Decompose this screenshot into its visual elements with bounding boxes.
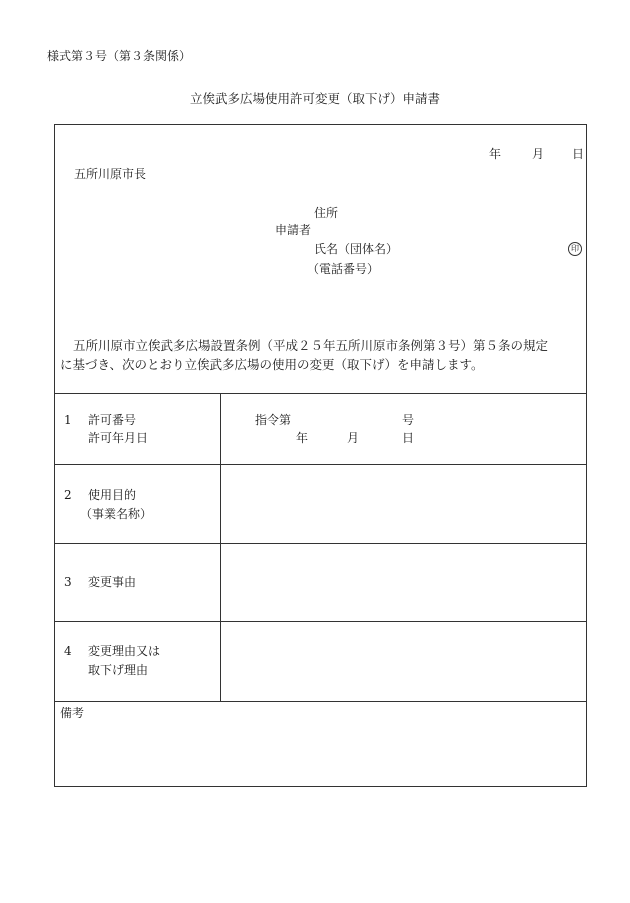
application-statement-line-2: に基づき、次のとおり立俟武多広場の使用の変更（取下げ）を申請します。 bbox=[60, 357, 484, 372]
row-1-date-year[interactable]: 年 bbox=[296, 431, 309, 445]
applicant-name-label: 氏名（団体名） bbox=[314, 242, 399, 256]
row-3-value-field[interactable] bbox=[221, 544, 587, 621]
row-2-number: 2 bbox=[64, 488, 72, 502]
row-1-number-suffix: 号 bbox=[402, 413, 415, 427]
form-number: 様式第３号（第３条関係） bbox=[47, 49, 192, 63]
row-1-directive-prefix[interactable]: 指令第 bbox=[255, 413, 292, 427]
header-date-month: 月 bbox=[532, 147, 545, 161]
header-date-year: 年 bbox=[489, 147, 502, 161]
row-1-number: 1 bbox=[64, 413, 72, 427]
row-3-label-change-matter: 変更事由 bbox=[88, 575, 137, 589]
row-1-date-month[interactable]: 月 bbox=[347, 431, 360, 445]
applicant-phone-label: （電話番号） bbox=[307, 262, 380, 276]
applicant-label: 申請者 bbox=[275, 223, 312, 237]
row-4-label-withdrawal-reason: 取下げ理由 bbox=[88, 663, 149, 677]
row-1-label-permit-number: 許可番号 bbox=[88, 413, 137, 427]
addressee: 五所川原市長 bbox=[74, 167, 147, 181]
row-2-label-purpose: 使用目的 bbox=[88, 488, 137, 502]
row-4-value-field[interactable] bbox=[221, 622, 587, 701]
header-date-day: 日 bbox=[572, 147, 585, 161]
row-3-number: 3 bbox=[64, 575, 72, 589]
row-1-date-day[interactable]: 日 bbox=[402, 431, 415, 445]
row-2-value-field[interactable] bbox=[221, 465, 587, 543]
row-2-label-event-name: （事業名称） bbox=[80, 507, 153, 521]
application-statement-line-1: 五所川原市立俟武多広場設置条例（平成２５年五所川原市条例第３号）第５条の規定 bbox=[73, 338, 549, 353]
table-bottom-border bbox=[55, 701, 586, 702]
table-top-border bbox=[55, 393, 586, 394]
row-1-label-permit-date: 許可年月日 bbox=[88, 431, 149, 445]
remarks-field[interactable] bbox=[55, 723, 586, 786]
applicant-address-label: 住所 bbox=[314, 206, 339, 220]
application-form-frame bbox=[54, 124, 587, 787]
row-4-label-change-reason: 変更理由又は bbox=[88, 644, 161, 658]
seal-mark-icon: 印 bbox=[568, 242, 582, 256]
remarks-label: 備考 bbox=[60, 706, 85, 720]
row-4-number: 4 bbox=[64, 644, 72, 658]
document-title: 立俟武多広場使用許可変更（取下げ）申請書 bbox=[189, 91, 440, 106]
